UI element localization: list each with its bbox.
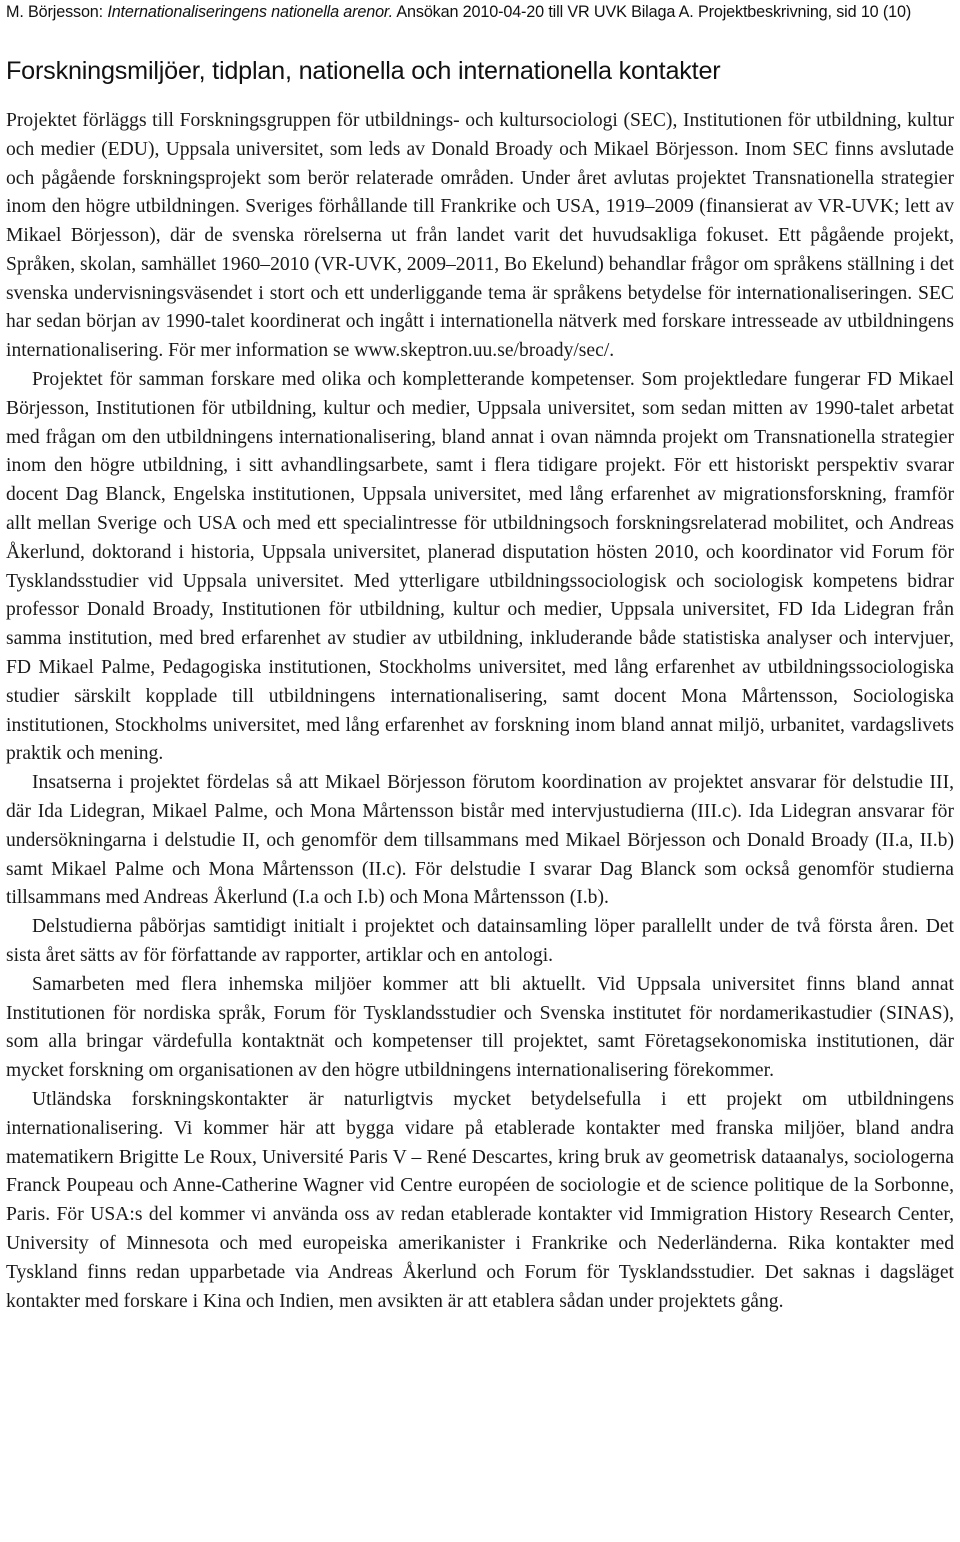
header-author: M. Börjesson:	[6, 3, 108, 21]
paragraph-project-team: Projektet för samman forskare med olika och kompletterande kompetenser. Som projektledare fungerar FD Mikael Börjesson, Institutionen för utbildning, kultur och medier, Uppsala universitet, som sedan mitten av 1990-talet arbetat med frågan om den utbildningens internationalisering, bland annat i ovan nämnda projekt om Transnationella strategier inom den högre utbildning, i sitt avhandlingsarbete, samt i flera tidigare projekt. För ett historiskt perspektiv svarar docent Dag Blanck, Engelska institutionen, Uppsala universitet, med lång erfarenhet av migrationsforskning, framför allt mellan Sverige och USA och med ett specialintresse för utbildningsoch forskningsrelaterad mobilitet, och Andreas Åkerlund, doktorand i historia, Uppsala universitet, planerad disputation hösten 2010, och koordinator vid Forum för Tysklandsstudier vid Uppsala universitet. Med ytterligare utbildningssociologisk och sociologisk kompetens bidrar professor Donald Broady, Institutionen för utbildning, kultur och medier, Uppsala universitet, FD Ida Lidegran från samma institution, med bred erfarenhet av studier av utbildning, inkluderande både statistiska analyser och intervjuer, FD Mikael Palme, Pedagogiska institutionen, Stockholms universitet, med lång erfarenhet av utbildningssociologiska studier särskilt kopplade till utbildningens internationalisering, samt docent Mona Mårtensson, Sociologiska institutionen, Stockholms universitet, med lång erfarenhet av forskning inom bland annat miljö, urbanitet, vardagslivets praktik och mening.	[6, 369, 954, 765]
running-header	[6, 0, 954, 22]
paragraph-national-collaboration: Samarbeten med flera inhemska miljöer kommer att bli aktuellt. Vid Uppsala universitet finns bland annat Institutionen för nordiska språk, Forum för Tysklandsstudier och Svenska institutet för nordamerikastudier (SINAS), som alla bringar värdefulla kontaktnät och kompetenser till projektet, samt Företagsekonomiska institutionen, där mycket forskning om organisationen av den högre utbildningens internationalisering förekommer.	[6, 973, 954, 1082]
paragraph-work-distribution: Insatserna i projektet fördelas så att Mikael Börjesson förutom koordination av projektet ansvarar för delstudie III, där Ida Lidegran, Mikael Palme, och Mona Mårtensson bistår med intervjustudierna (III.c). Ida Lidegran ansvarar för undersökningarna i delstudie II, och genomför dem tillsammans med Mikael Börjesson och Donald Broady (II.a, II.b) samt Mikael Palme och Mona Mårtensson (II.c). För delstudie I svarar Dag Blanck som också genomför studierna tillsammans med Andreas Åkerlund (I.a och I.b) och Mona Mårtensson (I.b).	[6, 772, 954, 909]
paragraph-timeline: Delstudierna påbörjas samtidigt initialt i projektet och datainsamling löper parallellt under de två första åren. Det sista året sätts av för författande av rapporter, artiklar och en antologi.	[6, 916, 954, 967]
header-title: Internationaliseringens nationella arenor.	[107, 3, 393, 21]
header-details: Ansökan 2010-04-20 till VR UVK Bilaga A. Projektbeskrivning, sid 10 (10)	[392, 3, 912, 21]
section-title: Forskningsmiljöer, tidplan, nationella och internationella kontakter	[6, 57, 721, 85]
paragraph-research-environment: Projektet förläggs till Forskningsgruppen för utbildnings- och kultursociologi (SEC), Institutionen för utbildning, kultur och medier (EDU), Uppsala universitet, som leds av Donald Broady och Mikael Börjesson. Inom SEC finns avslutade och pågående forskningsprojekt som berör relaterade områden. Under året avlutas projektet Transnationella strategier inom den högre utbildningen. Sveriges förhållande till Frankrike och USA, 1919–2009 (finansierat av VR-UVK; lett av Mikael Börjesson), där de svenska rörelserna ut från landet varit det huvudsakliga fokuset. Ett pågående projekt, Språken, skolan, samhället 1960–2010 (VR-UVK, 2009–2011, Bo Ekelund) behandlar frågor om språkens ställning i det svenska undervisningsväsendet i stort och ett underliggande tema är språkens betydelse för internationaliseringen. SEC har sedan början av 1990-talet koordinerat och ingått i internationella nätverk med forskare intresseade av utbildningens internationalisering. För mer information se www.skeptron.uu.se/broady/sec/.	[6, 109, 954, 362]
paragraph-international-contacts: Utländska forskningskontakter är naturligtvis mycket betydelsefulla i ett projekt om utbildningens internationalisering. Vi kommer här att bygga vidare på etablerade kontakter med franska miljöer, bland andra matematikern Brigitte Le Roux, Université Paris V – René Descartes, kring bruk av geometrisk dataanalys, sociologerna Franck Poupeau och Anne-Catherine Wagner vid Centre européen de sociologie et de science politique de la Sorbonne, Paris. För USA:s del kommer vi använda oss av redan etablerade kontakter vid Immigration History Research Center, University of Minnesota och med europeiska amerikanister i Frankrike och Nederländerna. Rika kontakter med Tyskland finns redan upparbetade via Andreas Åkerlund och Forum för Tysklandsstudier. Det saknas i dagsläget kontakter med forskare i Kina och Indien, men avsikten är att etablera sådan under projektets gång.	[6, 1089, 954, 1312]
document-page	[6, 0, 954, 1316]
body-text	[6, 107, 954, 1316]
